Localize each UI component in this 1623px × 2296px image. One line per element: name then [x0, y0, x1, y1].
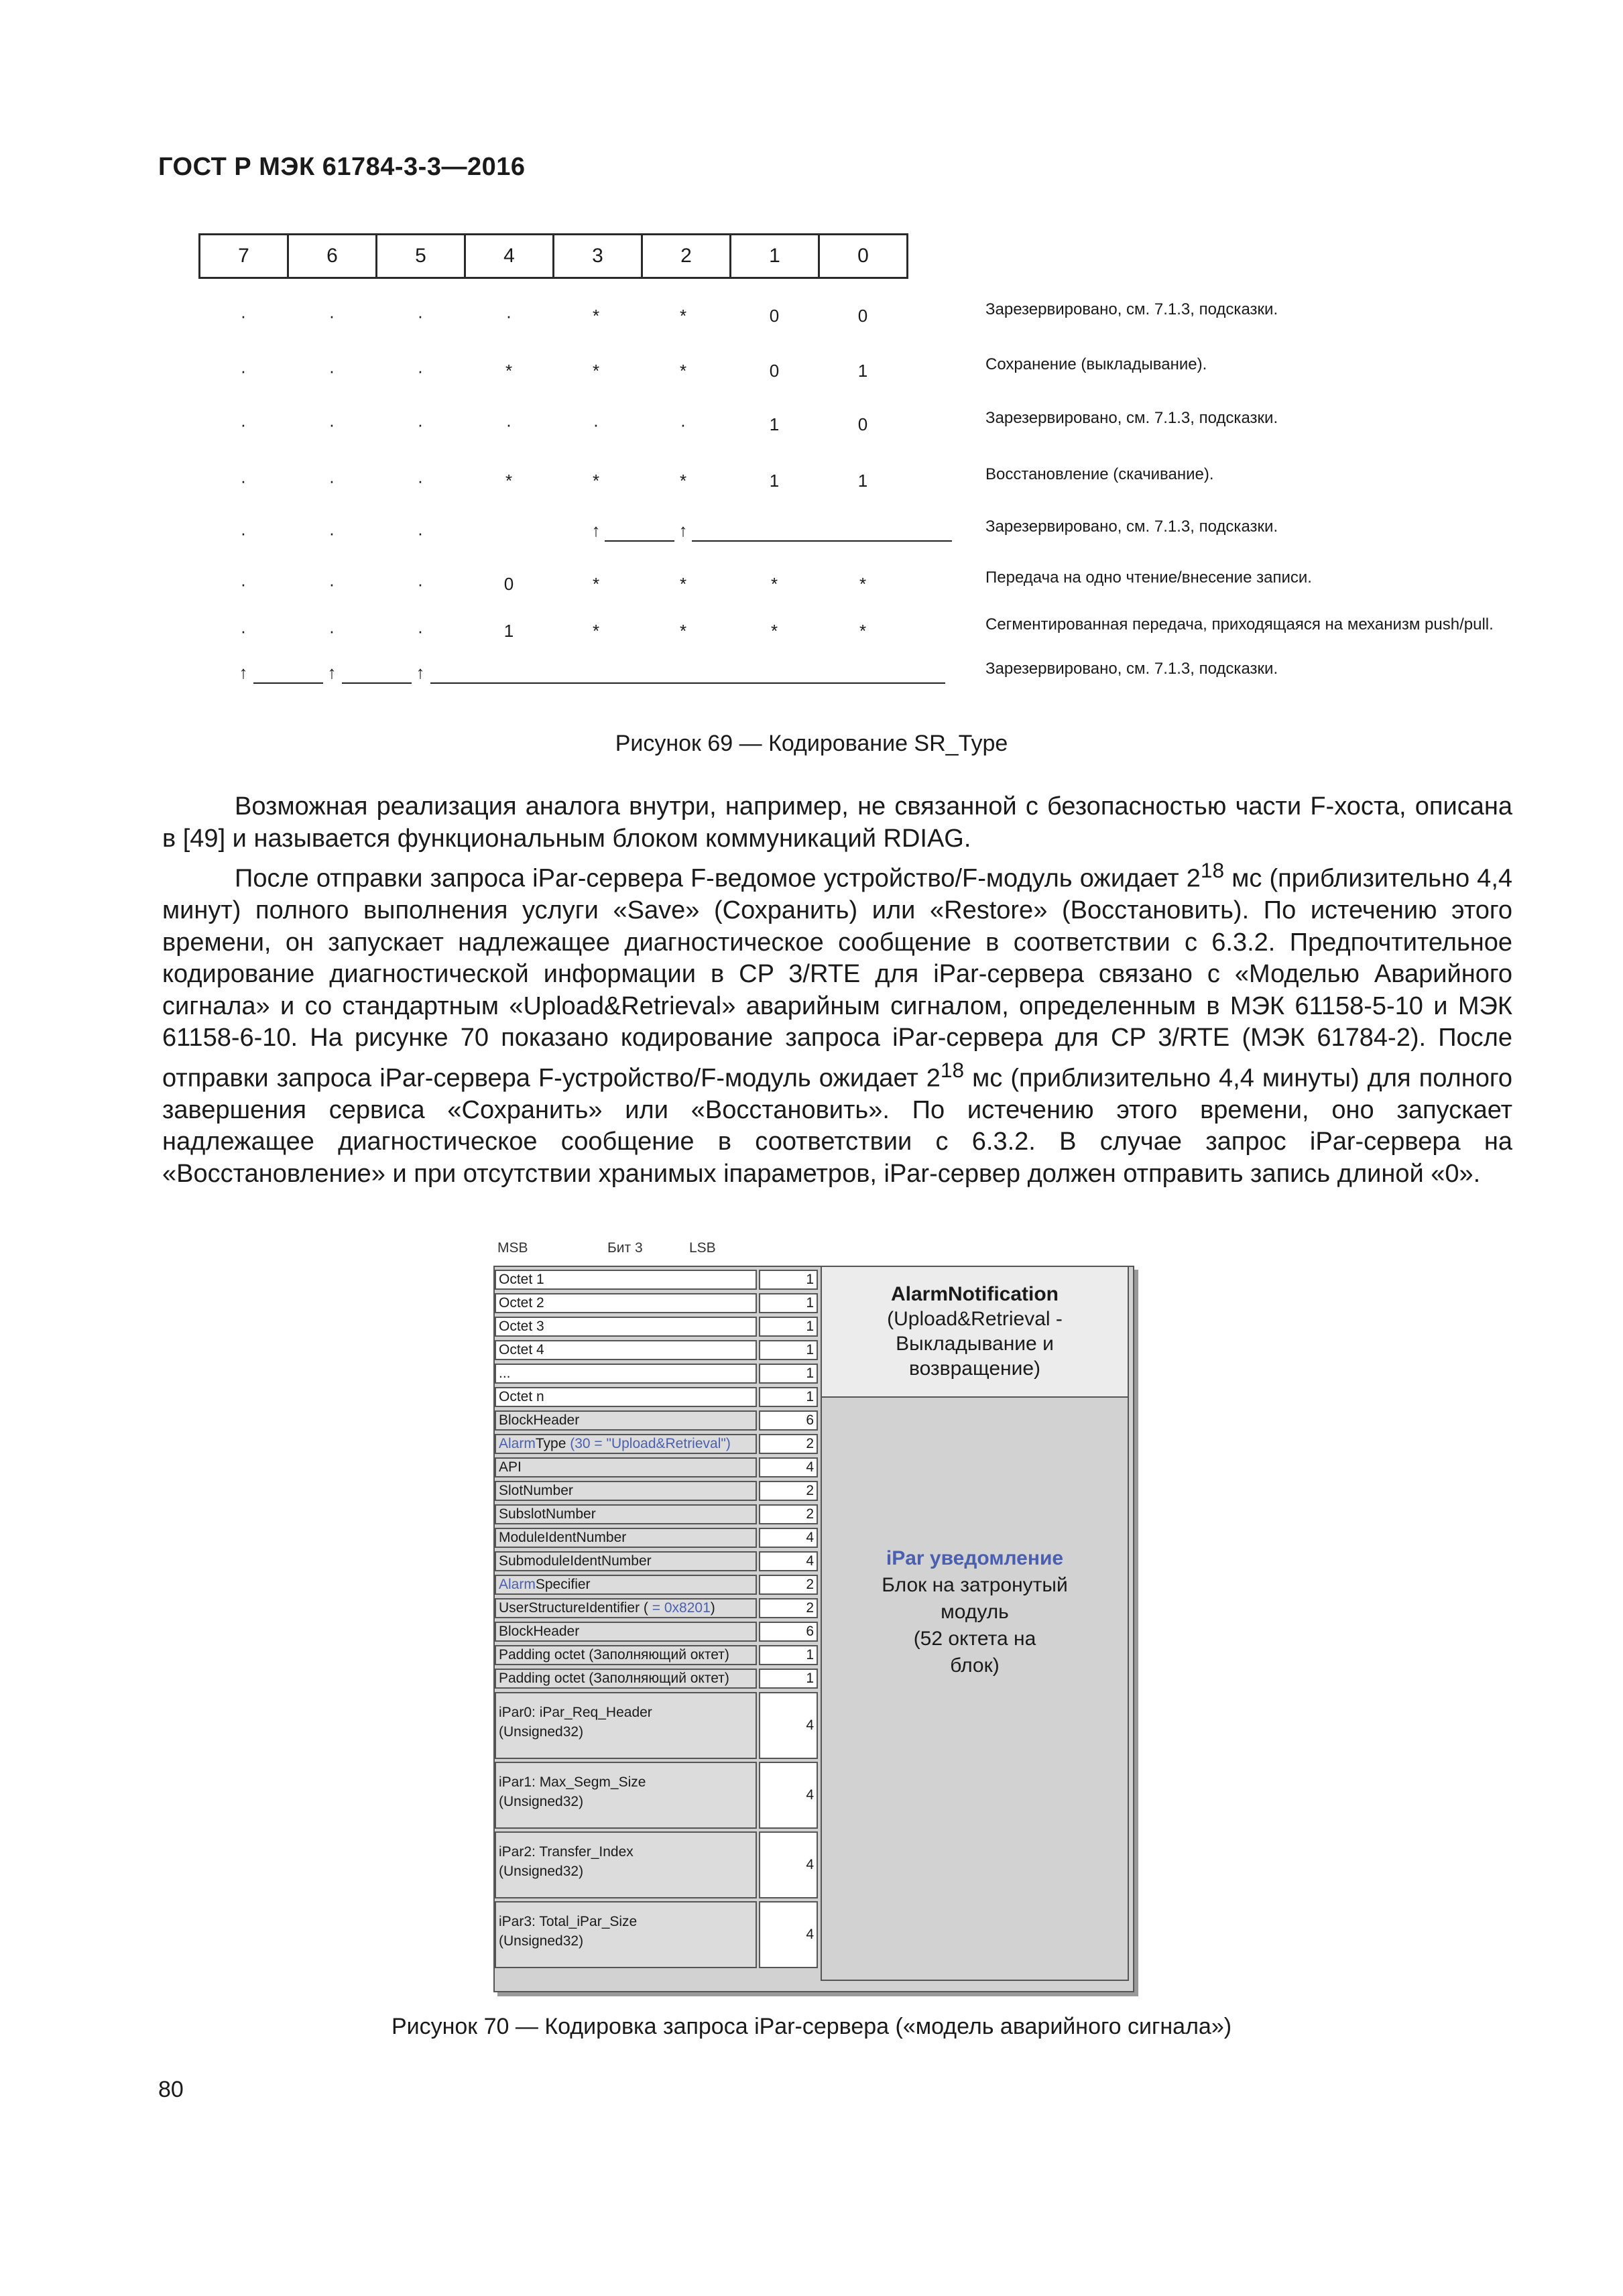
sr-type-description: Зарезервировано, см. 7.1.3, подсказки.	[985, 300, 1278, 318]
octet-row-label	[495, 1622, 757, 1642]
octet-size: 1	[759, 1645, 818, 1665]
alarm-box-line: возвращение)	[908, 1357, 1041, 1380]
bit-symbol: ·	[680, 414, 686, 434]
bracket-line	[342, 682, 412, 684]
octet-size: 1	[759, 1340, 818, 1360]
octet-label-text: Alarm	[499, 1436, 536, 1451]
bit-symbol: ·	[417, 621, 424, 641]
octet-size: 6	[759, 1622, 818, 1642]
up-arrow-icon: ↑	[239, 662, 248, 682]
bit-symbol: *	[505, 471, 513, 491]
bit-symbol: 1	[769, 471, 780, 491]
bit-symbol: *	[679, 361, 687, 381]
ipar-parameter-text: iPar2: Transfer_Index	[499, 1844, 634, 1860]
up-arrow-icon: ↑	[327, 662, 337, 682]
octet-row-label	[495, 1457, 757, 1477]
bit-symbol: ·	[417, 306, 424, 326]
bit-symbol: 0	[857, 414, 868, 434]
bit-symbol: ·	[593, 414, 599, 434]
sr-type-description: Зарезервировано, см. 7.1.3, подсказки.	[985, 409, 1278, 427]
ipar-box-line: блок)	[950, 1654, 1000, 1677]
octet-size: 4	[759, 1692, 818, 1759]
bit-symbol: ·	[240, 621, 247, 641]
bit-header-cell: 3	[554, 235, 643, 277]
bit-symbol: *	[592, 471, 600, 491]
octet-label-text: UserStructureIdentifier (	[499, 1600, 652, 1616]
octet-label-text: Octet n	[499, 1389, 544, 1404]
octet-size: 1	[759, 1270, 818, 1290]
bit-symbol: ·	[328, 621, 335, 641]
octet-label-text: )	[710, 1600, 715, 1616]
octet-label-text: Octet 3	[499, 1319, 544, 1334]
bit-header-cell: 0	[857, 245, 869, 267]
octet-label-text: API	[499, 1459, 522, 1475]
msb-label: MSB	[497, 1240, 528, 1256]
octet-size: 6	[759, 1410, 818, 1431]
up-arrow-icon: ↑	[591, 520, 601, 540]
bit-symbol: ·	[240, 523, 247, 543]
bit-symbol: ·	[240, 414, 247, 434]
bit-symbol: ·	[417, 361, 424, 381]
octet-label-text: Alarm	[499, 1577, 536, 1592]
bit-symbol: *	[592, 574, 600, 594]
ipar-parameter-text: iPar3: Total_iPar_Size	[499, 1914, 638, 1929]
sr-type-description: Сегментированная передача, приходящаяся на механизм push/pull.	[985, 615, 1494, 633]
bit-symbol: *	[859, 621, 867, 641]
octet-row-label	[495, 1575, 757, 1595]
octet-row-label	[495, 1434, 757, 1454]
octet-label-text: SlotNumber	[499, 1483, 573, 1498]
octet-label-text: ModuleIdentNumber	[499, 1530, 627, 1545]
bit-symbol: ·	[417, 574, 424, 594]
bit-symbol: *	[679, 621, 687, 641]
octet-label-text: Octet 1	[499, 1272, 544, 1287]
bit-symbol: 0	[857, 306, 868, 326]
up-arrow-icon: ↑	[678, 520, 688, 540]
bit-symbol: ·	[505, 414, 512, 434]
octet-label-text: SubslotNumber	[499, 1506, 596, 1522]
up-arrow-icon: ↑	[416, 662, 425, 682]
lsb-label: LSB	[689, 1240, 716, 1256]
ipar-box-line: (52 октета на	[913, 1628, 1036, 1650]
ipar-parameter-text: iPar1: Max_Segm_Size	[499, 1774, 646, 1790]
octet-row-label	[495, 1387, 757, 1407]
octet-row-label	[495, 1528, 757, 1548]
octet-size: 4	[759, 1831, 818, 1898]
bit-symbol: 0	[769, 306, 780, 326]
figure-69-caption: Рисунок 69 — Кодирование SR_Type	[615, 731, 1008, 756]
bit-header-cell: 7	[200, 235, 289, 277]
bit-symbol: *	[770, 621, 778, 641]
sr-type-description: Сохранение (выкладывание).	[985, 355, 1207, 373]
bit-symbol: *	[679, 306, 687, 326]
sr-type-description: Восстановление (скачивание).	[985, 465, 1214, 483]
ipar-parameter-text: (Unsigned32)	[499, 1794, 584, 1809]
paragraph-2: После отправки запроса iPar-сервера F-ведомое устройство/F-модуль ожидает $2^{18}$ мс (приблизительно 4,4 минут) полного выполнения услуги «Save» (Сохранить) или «Restore» (Восстановить). По истечению этого времени, он запускает надлежащее диагностическое сообщение в соответствии с 6.3.2. Предпочтительное кодирование диагностической информации в CP 3/RTE для iPar-сервера связано с «Моделью Аварийного сигнала» и со стандартным «Upload&Retrieval» аварийным сигналом, определенным в МЭК 61158-5-10 и МЭК 61158-6-10. На рисунке 70 показано кодирование запроса iPar-сервера для CP 3/RTE (МЭК 61784-2). После отправки запроса iPar-сервера F-устройство/F-модуль ожидает $2^{18}$ мс (приблизительно 4,4 минуты) для полного завершения сервиса «Сохранить» или «Восстановить». По истечению этого времени, оно запускает надлежащее диагностическое сообщение в соответствии с 6.3.2. В случае запрос iPar-сервера на «Восстановление» и при отсутствии хранимых iпараметров, iPar-сервер должен отправить запись длиной «0».	[162, 858, 1513, 1188]
bit-symbol: ·	[328, 471, 335, 491]
bit-header-cell: 1	[731, 235, 820, 277]
bit-symbol: *	[592, 621, 600, 641]
bit-symbol: *	[679, 471, 687, 491]
ipar-parameter-row	[495, 1762, 757, 1829]
alarm-box-title: AlarmNotification	[890, 1283, 1059, 1305]
bit3-label: Бит 3	[607, 1240, 643, 1256]
ipar-notification-box	[821, 1396, 1129, 1981]
ipar-parameter-row	[495, 1831, 757, 1898]
sr-type-description: Зарезервировано, см. 7.1.3, подсказки.	[985, 518, 1278, 536]
octet-size: 4	[759, 1457, 818, 1477]
octet-size: 1	[759, 1364, 818, 1384]
sr-type-description: Зарезервировано, см. 7.1.3, подсказки.	[985, 660, 1278, 678]
octet-size: 4	[759, 1762, 818, 1829]
bit-symbol: ·	[417, 414, 424, 434]
octet-size: 2	[759, 1481, 818, 1501]
ipar-parameter-text: (Unsigned32)	[499, 1864, 584, 1879]
body-text	[162, 791, 1512, 1190]
bit-symbol: ·	[328, 523, 335, 543]
ipar-parameter-text: (Unsigned32)	[499, 1724, 584, 1740]
bit-symbol: 1	[857, 471, 868, 491]
octet-row-label	[495, 1317, 757, 1337]
bit-header-cell: 4	[466, 235, 554, 277]
ipar-parameter-row	[495, 1692, 757, 1759]
octet-label-text: Padding octet (Заполняющий октет)	[499, 1671, 729, 1686]
bit-symbol: ·	[328, 414, 335, 434]
ipar-parameter-row	[495, 1901, 757, 1968]
bracket-line	[253, 682, 323, 684]
alarm-box-line: Выкладывание и	[896, 1333, 1054, 1355]
bit-symbol: ·	[328, 361, 335, 381]
bit-symbol: ·	[417, 523, 424, 543]
bit-symbol: 0	[503, 574, 514, 594]
bit-symbol: 1	[769, 414, 780, 434]
octet-size: 2	[759, 1575, 818, 1595]
bit-symbol: *	[592, 306, 600, 326]
octet-row-label	[495, 1669, 757, 1689]
octet-size: 1	[759, 1669, 818, 1689]
octet-label-text: BlockHeader	[499, 1624, 580, 1639]
bit-header-cell: 2	[643, 235, 731, 277]
bit-symbol: ·	[505, 306, 512, 326]
bit-symbol: ·	[417, 471, 424, 491]
octet-size: 4	[759, 1901, 818, 1968]
octet-row-label	[495, 1364, 757, 1384]
bit-symbol: ·	[240, 471, 247, 491]
ipar-request-encoding-figure	[489, 1232, 1140, 1996]
bit-symbol: 1	[857, 361, 868, 381]
octet-label-text: (30 = "Upload&Retrieval")	[570, 1436, 731, 1451]
ipar-box-line: Блок на затронутый	[882, 1574, 1068, 1596]
octet-label-text: ...	[499, 1366, 511, 1381]
octet-size: 2	[759, 1504, 818, 1524]
octet-row-label	[495, 1340, 757, 1360]
bracket-line	[605, 540, 674, 542]
ipar-box-line: модуль	[941, 1601, 1009, 1623]
octet-size: 4	[759, 1551, 818, 1571]
ipar-parameter-text: (Unsigned32)	[499, 1933, 584, 1949]
ipar-box-title: iPar уведомление	[886, 1547, 1064, 1569]
octet-row-label	[495, 1598, 757, 1618]
bit-symbol: *	[505, 361, 513, 381]
octet-label-text: Type	[535, 1436, 570, 1451]
octet-label-text: Octet 4	[499, 1342, 544, 1357]
ipar-parameter-text: iPar0: iPar_Req_Header	[499, 1705, 652, 1720]
octet-row-label	[495, 1410, 757, 1431]
bit-symbol: *	[859, 574, 867, 594]
octet-label-text: SubmoduleIdentNumber	[499, 1553, 652, 1569]
bit-symbol: ·	[240, 361, 247, 381]
document-header: ГОСТ Р МЭК 61784-3-3—2016	[158, 153, 526, 181]
octet-size: 1	[759, 1293, 818, 1313]
bracket-line	[430, 682, 945, 684]
octet-label-text: Specifier	[535, 1577, 591, 1592]
bit-header-row	[198, 233, 908, 279]
octet-row-label	[495, 1481, 757, 1501]
figure-70-caption: Рисунок 70 — Кодировка запроса iPar-сервера («модель аварийного сигнала»)	[391, 2014, 1232, 2039]
bit-symbol: ·	[240, 574, 247, 594]
bit-header-cell: 5	[377, 235, 466, 277]
octet-label-text: BlockHeader	[499, 1412, 580, 1428]
octet-size: 1	[759, 1387, 818, 1407]
octet-row-label	[495, 1645, 757, 1665]
octet-size: 4	[759, 1528, 818, 1548]
bit-symbol: 1	[503, 621, 514, 641]
octet-size: 2	[759, 1434, 818, 1454]
bracket-line	[692, 540, 952, 542]
octet-row-label	[495, 1293, 757, 1313]
octet-size: 2	[759, 1598, 818, 1618]
bit-symbol: *	[592, 361, 600, 381]
octet-size: 1	[759, 1317, 818, 1337]
bit-symbol: 0	[769, 361, 780, 381]
alarm-box-line: (Upload&Retrieval -	[887, 1308, 1063, 1330]
octet-row-label	[495, 1270, 757, 1290]
bit-symbol: ·	[240, 306, 247, 326]
bit-symbol: *	[770, 574, 778, 594]
octet-row-label	[495, 1504, 757, 1524]
bit-symbol: *	[679, 574, 687, 594]
bit-symbol: ·	[328, 574, 335, 594]
octet-label-text: Padding octet (Заполняющий октет)	[499, 1647, 729, 1663]
bit-symbol: ·	[328, 306, 335, 326]
sr-type-description: Передача на одно чтение/внесение записи.	[985, 568, 1312, 587]
octet-row-label	[495, 1551, 757, 1571]
alarm-notification-box	[821, 1266, 1129, 1398]
octet-label-text: Octet 2	[499, 1295, 544, 1311]
page-number: 80	[158, 2077, 184, 2102]
paragraph-1: Возможная реализация аналога внутри, например, не связанной с безопасностью части F-хоста, описана в [49] и называется функциональным блоком коммуникаций RDIAG.	[162, 792, 1512, 853]
octet-label-text: = 0x8201	[652, 1600, 711, 1616]
bit-header-cell: 6	[289, 235, 377, 277]
